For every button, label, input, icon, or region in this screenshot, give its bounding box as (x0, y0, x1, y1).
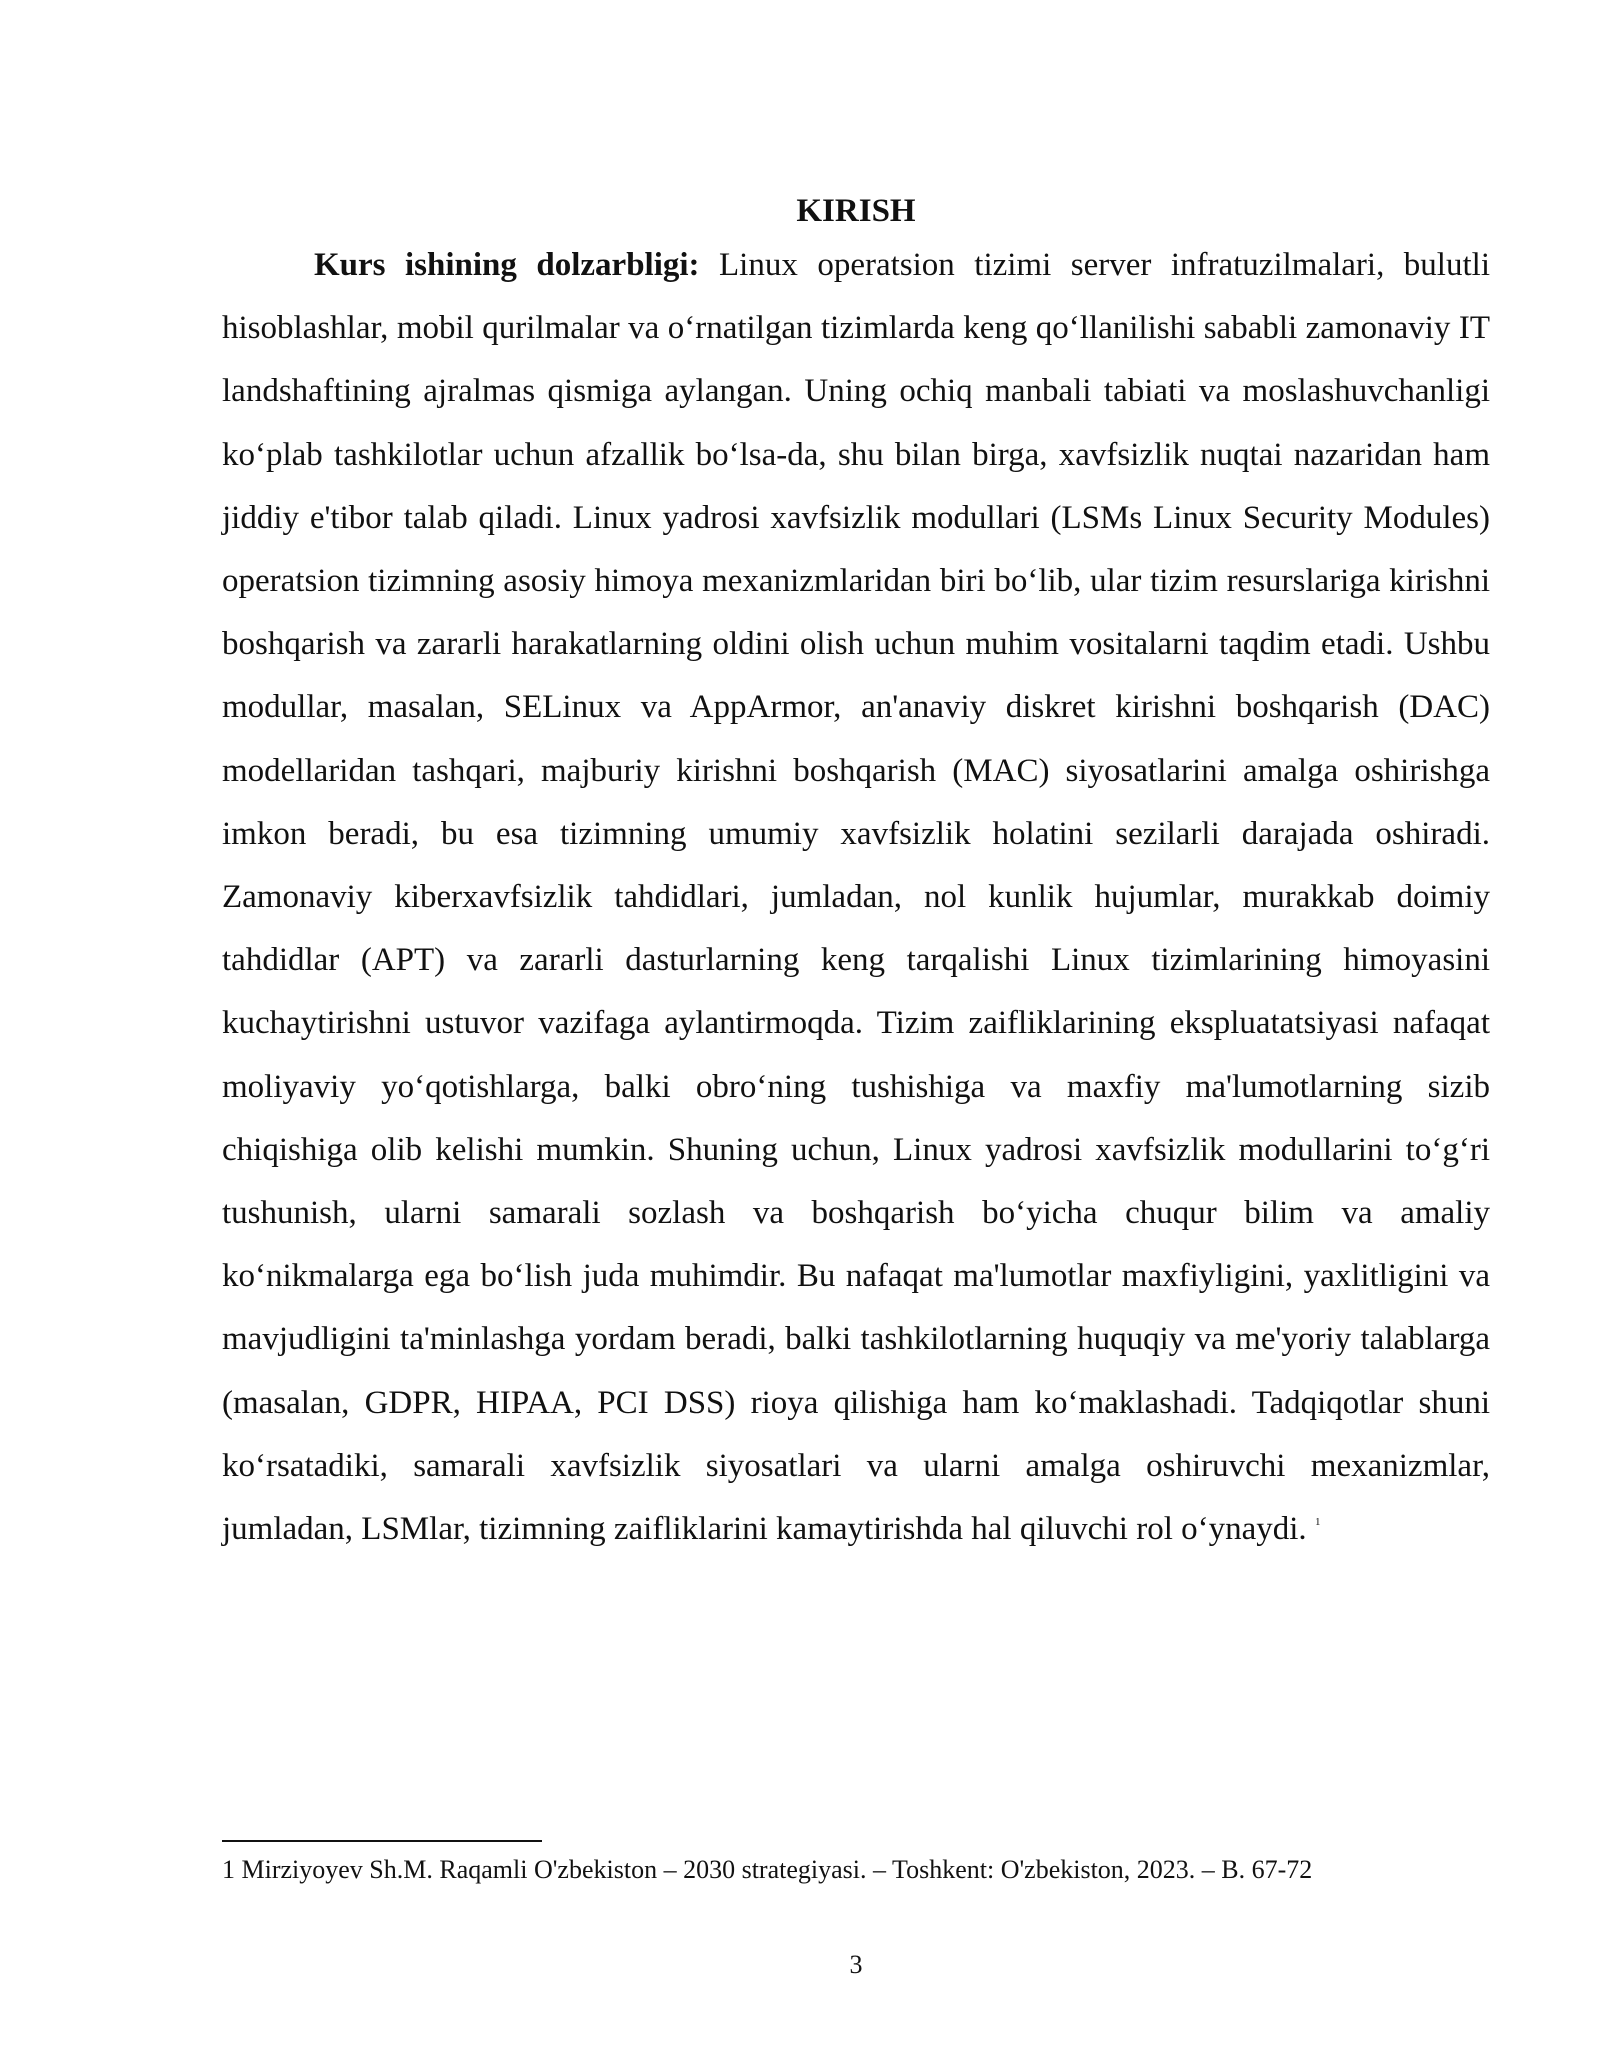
footnote (222, 1853, 1490, 1887)
section-heading: KIRISH (796, 193, 916, 229)
footnote-divider (222, 1840, 542, 1842)
page-number: 3 (849, 1950, 863, 1979)
footnote-text: Mirziyoyev Sh.M. Raqamli O'zbekiston – 2030 strategiyasi. – Toshkent: O'zbekiston, 2023. – B. 67-72 (235, 1855, 1313, 1884)
footnote-reference[interactable]: 1 (1314, 1516, 1321, 1529)
body-paragraph (222, 234, 1490, 1561)
paragraph-lead-in: Kurs ishining dolzarbligi: (314, 247, 700, 283)
footnote-number: 1 (222, 1855, 235, 1884)
paragraph-text: Linux operatsion tizimi server infratuzilmalari, bulutli hisoblashlar, mobil qurilmalar va oʻrnatilgan tizimlarda keng qoʻllanilishi sababli zamonaviy IT landshaftining ajralmas qismiga aylangan. Uning ochiq manbali tabiati va moslashuvchanligi koʻplab tashkilotlar uchun afzallik boʻlsa-da, shu bilan birga, xavfsizlik nuqtai nazaridan ham jiddiy e'tibor talab qiladi. Linux yadrosi xavfsizlik modullari (LSMs Linux Security Modules) operatsion tizimning asosiy himoya mexanizmlaridan biri boʻlib, ular tizim resurslariga kirishni boshqarish va zararli harakatlarning oldini olish uchun muhim vositalarni taqdim etadi. Ushbu modullar, masalan, SELinux va AppArmor, an'anaviy diskret kirishni boshqarish (DAC) modellaridan tashqari, majburiy kirishni boshqarish (MAC) siyosatlarini amalga oshirishga imkon beradi, bu esa tizimning umumiy xavfsizlik holatini sezilarli darajada oshiradi. Zamonaviy kiberxavfsizlik tahdidlari, jumladan, nol kunlik hujumlar, murakkab doimiy tahdidlar (APT) va zararli dasturlarning keng tarqalishi Linux tizimlarining himoyasini kuchaytirishni ustuvor vazifaga aylantirmoqda. Tizim zaifliklarining ekspluatatsiyasi nafaqat moliyaviy yoʻqotishlarga, balki obroʻning tushishiga va maxfiy ma'lumotlarning sizib chiqishiga olib kelishi mumkin. Shuning uchun, Linux yadrosi xavfsizlik modullarini toʻgʻri tushunish, ularni samarali sozlash va boshqarish boʻyicha chuqur bilim va amaliy koʻnikmalarga ega boʻlish juda muhimdir. Bu nafaqat ma'lumotlar maxfiyligini, yaxlitligini va mavjudligini ta'minlashga yordam beradi, balki tashkilotlarning huquqiy va me'yoriy talablarga (masalan, GDPR, HIPAA, PCI DSS) rioya qilishiga ham koʻmaklashadi. Tadqiqotlar shuni koʻrsatadiki, samarali xavfsizlik siyosatlari va ularni amalga oshiruvchi mexanizmlar, jumladan, LSMlar, tizimning zaifliklarini kamaytirishda hal qiluvchi rol oʻynaydi. (222, 247, 1490, 1548)
